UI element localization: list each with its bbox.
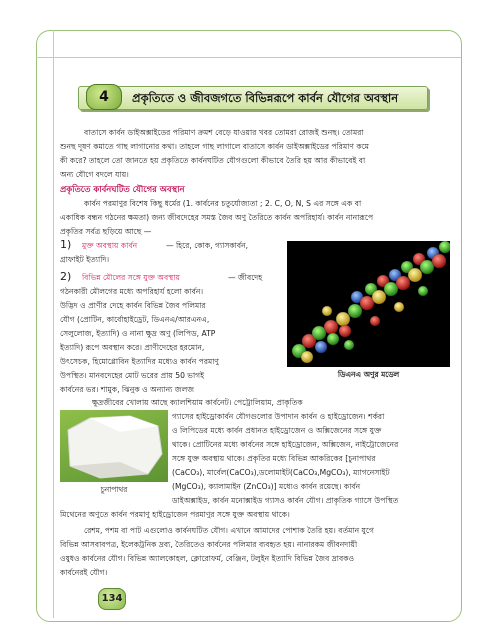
intro-line: অন্য যৌগে বদলে যায়।	[60, 170, 129, 179]
item2-tail: — জীবদেহ	[228, 273, 263, 282]
chapter-title: প্রকৃতিতে ও জীবজগতে বিভিন্নরূপে কার্বন যৌগের অবস্থান	[132, 91, 399, 105]
item2-line: যৌগ (প্রোটিন, কার্বোহাইড্রেট, ডিএনএ/আরএনএ,	[60, 315, 210, 324]
body-line: থাকে। প্রোটিনের মধ্যে কার্বনের সঙ্গে হাইড্রোজেন, অক্সিজেন, নাইট্রোজেনের	[172, 440, 399, 449]
closing-line: কার্বনেরই যৌগ।	[60, 568, 108, 577]
header-line	[36, 57, 461, 58]
dna-helix-icon	[287, 241, 450, 367]
body-line: ক্ষুদ্রজীবের খোলায় আছে ক্যালশিয়াম কার্বনেট। পেট্রোলিয়াম, প্রাকৃতিক	[92, 398, 303, 407]
dna-model-image	[287, 241, 450, 367]
dna-caption: ডিএনএ অণুর মডেল	[337, 370, 400, 379]
intro-line: বাতাসে কার্বন ডাইঅক্সাইডের পরিমাণ ক্রমশ বেড়ে যাওয়ার খবর তোমরা রোজই শুনছ। তোমরা	[84, 128, 364, 137]
closing-line: বিভিন্ন আসবাবপত্র, ইলেকট্রনিক দ্রব্য, তৈরিতেও কার্বনের পলিমার ব্যবহৃত হয়। নানারকম জীবনদায়ী	[60, 540, 358, 549]
body-line: (CaCO₃), মার্বেল(CaCO₃),ডলোমাইট(CaCO₃,MgCO₃), ম্যাগনেসাইট	[172, 468, 390, 477]
page-number: 134	[98, 588, 126, 610]
closing-line: ওষুধও কার্বনের যৌগ। বিভিন্ন অ্যালকোহল, ক্লোরোফর্ম, বেঞ্জিন, টলুইন ইত্যাদি বিভিন্ন জৈব দ্রাবকও	[60, 554, 355, 563]
intro-line: শুনছ দূষণ কমাতে গাছ লাগানোর কথা। তাহলে গাছ লাগালে বাতাসে কার্বন ডাইঅক্সাইডের পরিমাণ কমে	[60, 142, 369, 151]
limestone-caption: চুনাপাথর	[100, 485, 128, 494]
item2-line: ইত্যাদি) রূপে অবস্থান করে। প্রাণীদেহের হরমোন,	[60, 343, 205, 352]
section-line: প্রকৃতির সর্বত্র ছড়িয়ে আছে —	[60, 227, 152, 236]
item2-line: সেলুলোজ, ইত্যাদি) ও নানা ক্ষুদ্র অণু (লিপিড, ATP	[60, 329, 216, 338]
item2-label: বিভিন্ন মৌলের সঙ্গে যুক্ত অবস্থায়	[82, 273, 180, 282]
margin-line	[53, 30, 54, 618]
limestone-image	[60, 410, 168, 482]
item2-line: গঠনকারী মৌলগের মধ্যে অপরিহার্য হলো কার্বন।	[60, 287, 204, 296]
item2-number: 2)	[60, 270, 72, 283]
item2-line: উপস্থিত। মানবদেহের মোট ভরের প্রায় 50 ভাগই	[60, 371, 205, 380]
chapter-number: 4	[86, 84, 122, 110]
item1-text: — হিরে, কোক, গ্যাসকার্বন,	[166, 241, 249, 250]
body-line: মিথেনের অণুতে কার্বন পরমাণু হাইড্রোজেন পরমাণুর সঙ্গে যুক্ত অবস্থায় থাকে।	[60, 510, 290, 519]
body-line: (MgCO₃), ক্যালামাইন (ZnCO₃)] মধ্যেও কার্বন রয়েছে। কার্বন	[172, 482, 361, 491]
body-line: সঙ্গে যুক্ত অবস্থায় থাকে। প্রকৃতির মধ্যে বিভিন্ন আকরিকের [চুনাপাথর	[172, 454, 376, 463]
body-line: ডাইঅক্সাইড, কার্বন মনোক্সাইড গ্যাসও কার্বন যৌগ। প্রাকৃতিক গ্যাসে উপস্থিত	[172, 496, 399, 505]
closing-line: রেশম, পশম বা পাট এগুলোও কার্বনঘটিত যৌগ। এখানে আমাদের পোশাক তৈরি হয়। বর্তমান যুগে	[84, 526, 374, 535]
limestone-rock-icon	[60, 410, 168, 482]
section-heading: প্রকৃতিতে কার্বনঘটিত যৌগের অবস্থান	[60, 184, 185, 194]
item1-label: মুক্ত অবস্থায় কার্বন	[82, 241, 138, 250]
item1-number: 1)	[60, 238, 72, 251]
item1-text: গ্রাফাইট ইত্যাদি।	[60, 255, 110, 264]
item2-line: উদ্ভিদ ও প্রাণীর দেহে কার্বন বিভিন্ন জৈব পলিমার	[60, 301, 206, 310]
body-line: গ্যাসের হাইড্রোকার্বন যৌগগুলোর উপাদান কার্বন ও হাইড্রোজেন। শর্করা	[172, 412, 385, 421]
section-line: কার্বন পরমাণুর বিশেষ কিছু ধর্মের (1. কার্বনের চতুর্যোজ্যতা ; 2. C, O, N, S এর সঙ্গে এক বা	[84, 199, 362, 208]
section-line: একাধিক বন্ধন গঠনের ক্ষমতা) জন্য জীবদেহের সমস্ত জৈব অণু তৈরিতে কার্বন অপরিহার্য। কার্বন নানারূপে	[60, 213, 374, 222]
item2-line: উৎসেচক, হিমোগ্লোবিন ইত্যাদির মধ্যেও কার্বন পরমাণু	[60, 357, 220, 366]
item2-line: কার্বনের ভর। শামুক, ঝিনুক ও অন্যান্য জলজ	[60, 385, 195, 394]
intro-line: কী করে? তাহলে তো জানতে হয় প্রকৃতিতে কার্বনঘটিত যৌগগুলো কীভাবে তৈরি হয় আর কীভাবেই বা	[60, 156, 366, 165]
body-line: ও লিপিডের মধ্যে কার্বন প্রধানত হাইড্রোজেন ও অক্সিজেনের সঙ্গে যুক্ত	[172, 426, 382, 435]
